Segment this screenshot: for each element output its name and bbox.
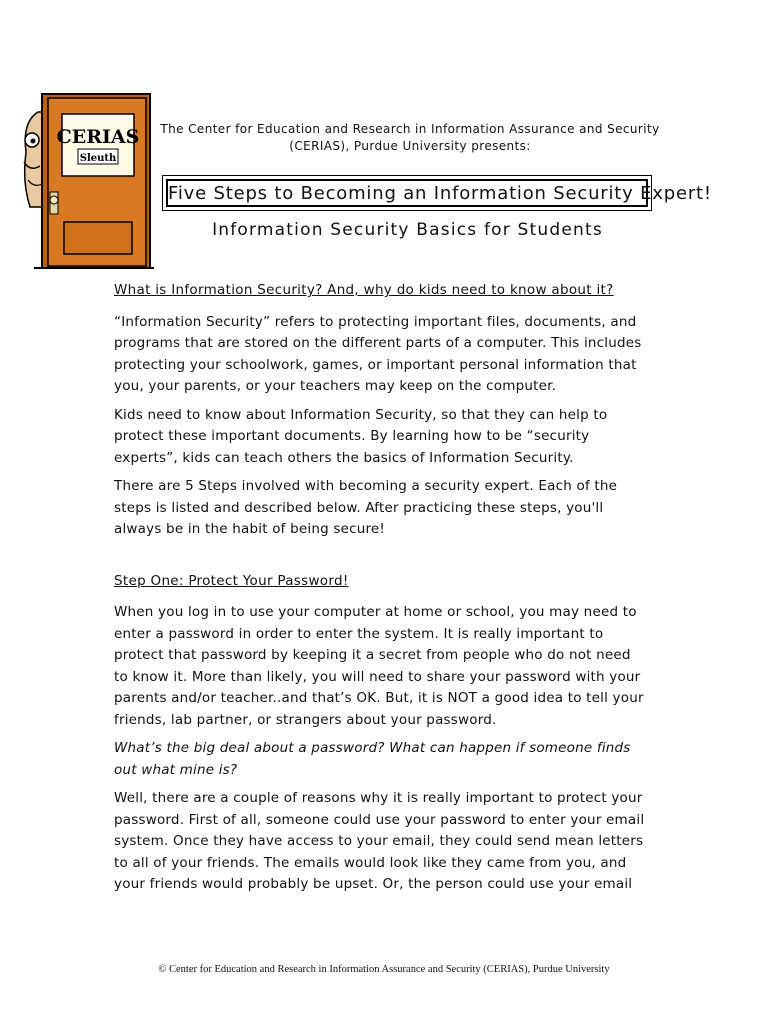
title-box bbox=[162, 175, 712, 211]
page-title: Five Steps to Becoming an Information Security Expert! bbox=[166, 179, 648, 207]
section-heading-what-is: What is Information Security? And, why do kids need to know about it? bbox=[114, 282, 614, 298]
paragraph: Kids need to know about Information Security, so that they can help to protect these important documents. By learning how to be “security experts”, kids can teach others the basics of Information Security. bbox=[114, 406, 608, 466]
intro-line-2: (CERIAS), Purdue University presents: bbox=[289, 139, 531, 153]
logo-text: CERIAS bbox=[56, 126, 140, 148]
logo-subtext: Sleuth bbox=[79, 153, 117, 164]
footer-copyright: © Center for Education and Research in Information Assurance and Security (CERIAS), Purdue University bbox=[158, 964, 610, 975]
page-subtitle: Information Security Basics for Students bbox=[212, 220, 603, 240]
paragraph: There are 5 Steps involved with becoming a security expert. Each of the steps is listed and described below. After practicing these steps, you'll always be in the habit of being secure! bbox=[114, 478, 618, 537]
paragraph: “Information Security” refers to protecting important files, documents, and programs that are stored on the different parts of a computer. This includes protecting your schoolwork, games, or important personal information that you, your parents, or your teachers may keep on the computer. bbox=[114, 313, 642, 394]
question-paragraph: What’s the big deal about a password? What can happen if someone finds out what mine is? bbox=[114, 740, 631, 778]
section-heading-step-one: Step One: Protect Your Password! bbox=[114, 572, 349, 589]
cerias-sleuth-logo bbox=[20, 92, 155, 272]
sleuth-character-icon bbox=[24, 112, 42, 207]
intro-text bbox=[160, 121, 660, 155]
document-body bbox=[114, 280, 649, 903]
paragraph: Well, there are a couple of reasons why it is really important to protect your password. First of all, someone could use your password to enter your email system. Once they have access to your email, they could send mean letters to all of your friends. The emails would look like they came from you, and your friends would probably be upset. Or, the person could use your email bbox=[114, 790, 645, 892]
paragraph: When you log in to use your computer at home or school, you may need to enter a password in order to enter the system. It is really important to protect that password by keeping it a secret from people who do not need to know it. More than likely, you will need to share your password with your parents and/or teacher..and that’s OK. But, it is NOT a good idea to tell your friends, lab partner, or strangers about your password. bbox=[114, 604, 644, 728]
intro-line-1: The Center for Education and Research in Information Assurance and Security bbox=[160, 122, 660, 136]
